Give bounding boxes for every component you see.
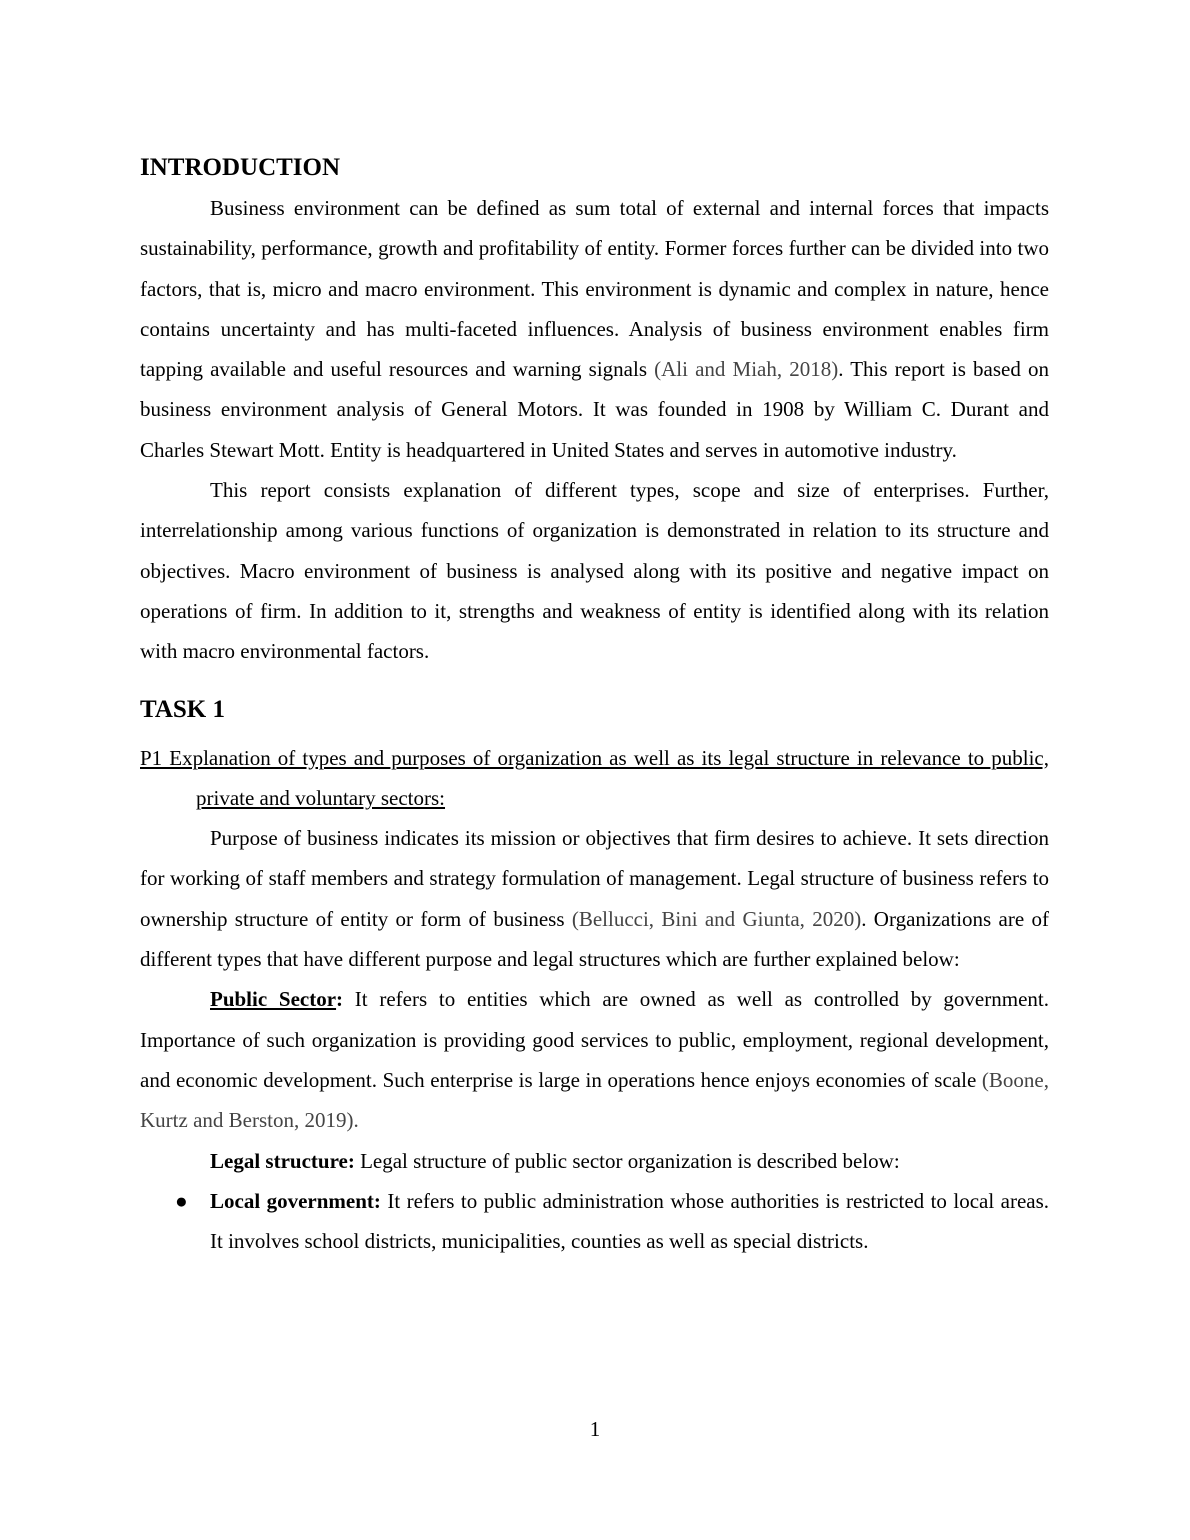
list-item-text: It refers to public administration whose authorities is restricted to local areas. It involves school districts, municipalities, counties as well as special districts. [210, 1188, 1050, 1254]
intro-paragraph-1 [140, 188, 1049, 470]
public-sector-paragraph [140, 979, 1049, 1140]
text: Business environment can be defined as sum total of external and internal forces that impacts sustainability, performance, growth and profitability of entity. Former forces further can be divided into two factors, that is, micro and macro environment. This environment is dynamic and complex in nature, hence contains uncertainty and has multi-faceted influences. Analysis of business environment enables firm tapping available and useful resources and warning signals [140, 196, 1049, 382]
legal-structure-label: Legal structure: [210, 1148, 355, 1173]
citation: (Ali and Miah, 2018) [654, 357, 839, 382]
task1-paragraph-1 [140, 818, 1049, 979]
citation: (Bellucci, Bini and Giunta, 2020) [571, 906, 862, 931]
list-item-label: Local government: [210, 1188, 381, 1213]
colon: : [336, 987, 344, 1012]
task1-heading: TASK 1 [140, 695, 225, 723]
p1-subheading: P1 Explanation of types and purposes of organization as well as its legal structure in relevance to public, private and voluntary sectors: [140, 745, 1049, 810]
citation: (Boone, Kurtz and Berston, 2019). [140, 1067, 1049, 1133]
text: Purpose of business indicates its mission or objectives that firm desires to achieve. It sets direction for working of staff members and strategy formulation of management. Legal structure of business refers to ownership structure of entity or form of business [140, 826, 1049, 931]
text: Legal structure of public sector organization is described below: [354, 1148, 900, 1173]
list-item [140, 1181, 1049, 1262]
text: . This report is based on business environment analysis of General Motors. It was founded in 1908 by William C. Durant and Charles Stewart Mott. Entity is headquartered in United States and serves in automotive industry. [140, 357, 1049, 462]
text: . Organizations are of different types that have different purpose and legal structures which are further explained below: [140, 906, 1049, 972]
bullet-icon: ● [175, 1188, 188, 1213]
public-sector-label: Public Sector [210, 987, 337, 1012]
page-number: 1 [589, 1417, 601, 1441]
bullet-list [140, 1181, 1049, 1262]
intro-heading: INTRODUCTION [140, 154, 341, 181]
legal-structure-paragraph [140, 1141, 1049, 1181]
text: It refers to entities which are owned as well as controlled by government. Importance of such organization is providing good services to public, employment, regional development, and economic development. Such enterprise is large in operations hence enjoys economies of scale [140, 987, 1049, 1092]
intro-paragraph-2: This report consists explanation of different types, scope and size of enterprises. Further, interrelationship among various functions of organization is demonstrated in relation to its structure and objectives. Macro environment of business is analysed along with its positive and negative impact on operations of firm. In addition to it, strengths and weakness of entity is identified along with its relation with macro environmental factors. [140, 478, 1049, 664]
document-page [140, 148, 1049, 1261]
